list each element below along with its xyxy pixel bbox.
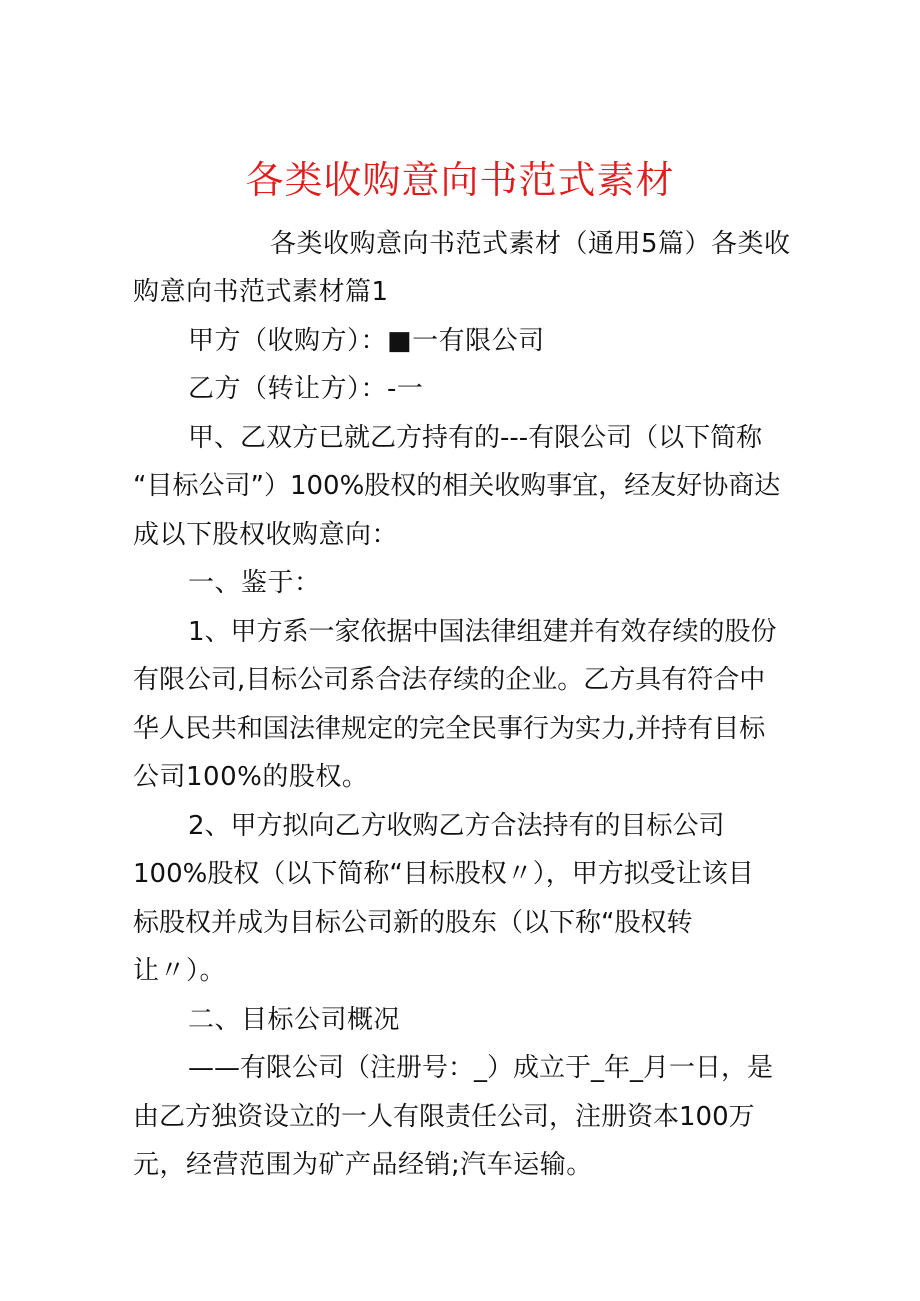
text-line: 元，经营范围为矿产品经销;汽车运输。 [133, 1150, 593, 1180]
text-line: 1、甲方系一家依据中国法律组建并有效存续的股份 [188, 617, 777, 647]
text-line: 甲方（收购方）：■一有限公司 [188, 326, 545, 356]
text-line: “目标公司”）100%股权的相关收购事宜，经友好协商达 [133, 471, 781, 501]
text-line: 100%股权（以下简称“目标股权〃），甲方拟受让该目 [133, 859, 754, 889]
text-line: 由乙方独资设立的一人有限责任公司，注册资本100万 [133, 1102, 755, 1132]
text-line: 购意向书范式素材篇1 [133, 277, 389, 307]
text-line: 甲、乙双方已就乙方持有的---有限公司（以下简称 [188, 423, 763, 453]
section-heading: 二、目标公司概况 [188, 1005, 401, 1035]
text-line: 成以下股权收购意向： [133, 520, 399, 550]
text-line: 华人民共和国法律规定的完全民事行为实力,并持有目标 [133, 714, 766, 744]
text-line: 公司100%的股权。 [133, 762, 369, 792]
document-title: 各类收购意向书范式素材 [245, 158, 675, 202]
text-line: 让〃）。 [133, 956, 227, 986]
text-line: 有限公司,目标公司系合法存续的企业。乙方具有符合中 [133, 665, 766, 695]
text-line: 2、甲方拟向乙方收购乙方合法持有的目标公司 [188, 811, 725, 841]
text-line: ——有限公司（注册号：_）成立于_年_月一日，是 [188, 1053, 774, 1083]
text-line: 标股权并成为目标公司新的股东（以下称“股权转 [133, 908, 693, 938]
text-line: 各类收购意向书范式素材（通用5篇）各类收 [270, 229, 791, 259]
text-line: 乙方（转让方）：-一 [188, 374, 424, 404]
section-heading: 一、鉴于： [188, 568, 321, 598]
